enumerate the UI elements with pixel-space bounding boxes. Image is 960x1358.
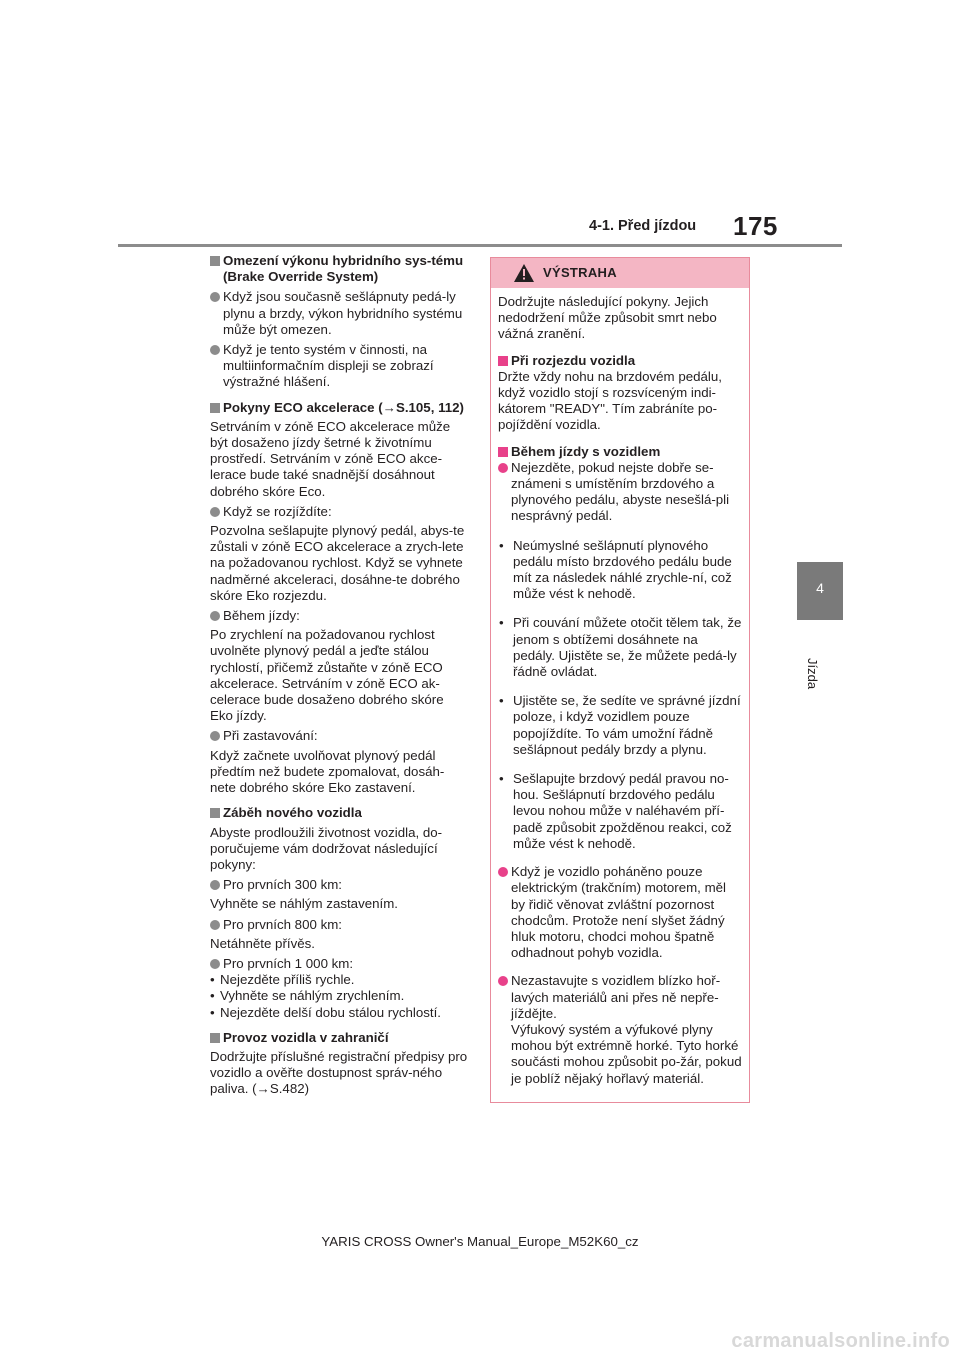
circle-bullet-icon: [210, 345, 220, 355]
sub-item: • Vyhněte se náhlým zrychlením.: [210, 988, 468, 1004]
bullet-item: Pro prvních 1 000 km:: [210, 956, 468, 972]
warning-body: [491, 288, 743, 1087]
square-bullet-icon: [210, 1033, 220, 1043]
chapter-number: 4: [816, 580, 824, 596]
bullet-item: Pro prvních 300 km:: [210, 877, 468, 893]
sub-item: • Ujistěte se, že sedíte ve správné jízdní poloze, i když vozidlem pouze popojíždíte. To vám umožní řádně sešlápnout pedály brzdy a plynu.: [498, 693, 743, 758]
warning-box: [490, 257, 750, 1103]
header-rule: [118, 244, 842, 247]
bullet-item: Když je vozidlo poháněno pouze elektrickým (trakčním) motorem, měl by řidič věnovat zvláštní pozornost chodcům. Protože není slyšet žádný hluk motoru, chodci mohou špatně odhadnout pohyb vozidla.: [498, 864, 743, 961]
circle-bullet-icon: [210, 920, 220, 930]
paragraph: Netáhněte přívěs.: [210, 935, 315, 951]
square-bullet-icon: [498, 356, 508, 366]
square-bullet-icon: [210, 403, 220, 413]
footer-text: YARIS CROSS Owner's Manual_Europe_M52K60_cz: [321, 1234, 639, 1249]
circle-bullet-icon: [210, 959, 220, 969]
warning-intro: Dodržujte následující pokyny. Jejich nedodržení může způsobit smrt nebo vážná zranění.: [498, 294, 717, 342]
square-bullet-icon: [210, 808, 220, 818]
heading-abroad: Provoz vozidla v zahraničí: [210, 1030, 468, 1046]
bullet-item: Během jízdy:: [210, 608, 468, 624]
square-bullet-icon: [498, 447, 508, 457]
sub-item: • Nejezděte delší dobu stálou rychlostí.: [210, 1005, 468, 1021]
heading-eco-acceleration: Pokyny ECO akcelerace (→S.105, 112): [210, 400, 468, 416]
paragraph: Pozvolna sešlapujte plynový pedál, abys-te zůstali v zóně ECO akcelerace a zrych-lete na požadovanou rychlost. Když se vyhnete nadměrné akceleraci, dosáhne-te dobrého skóre Eko rozjezdu.: [210, 523, 465, 603]
circle-bullet-icon: [498, 867, 508, 877]
circle-bullet-icon: [210, 880, 220, 890]
sub-item: • Při couvání můžete otočit tělem tak, že jenom s obtížemi dosáhnete na pedály. Ujistěte se, že můžete pedá-ly řádně ovládat.: [498, 615, 743, 680]
sub-item: • Sešlapujte brzdový pedál pravou no-hou. Sešlápnutí brzdového pedálu levou nohou může v naléhavém pří-padě způsobit zpožděnou reakci, což může vést k nehodě.: [498, 771, 743, 852]
paragraph: Po zrychlení na požadovanou rychlost uvolněte plynový pedál a jeďte stálou rychlostí, přičemž zůstaňte v zóně ECO akcelerace. Setrváním v zóně ECO ak-celerace bude dosaženo dobrého skóre Eko jízdy.: [210, 627, 444, 724]
watermark: carmanualsonline.info: [731, 1330, 950, 1352]
warning-heading-start: Při rozjezdu vozidla: [498, 353, 743, 369]
circle-bullet-icon: [498, 463, 508, 473]
bullet-item: Pro prvních 800 km:: [210, 917, 468, 933]
section-title: 4-1. Před jízdou: [589, 218, 697, 234]
warning-header: [491, 258, 749, 288]
square-bullet-icon: [210, 256, 220, 266]
warning-triangle-icon: [514, 264, 534, 282]
circle-bullet-icon: [498, 976, 508, 986]
bullet-item: Nejezděte, pokud nejste dobře se-známeni s umístěním brzdového a plynového pedálu, abyste nesešlá-pli nesprávný pedál.: [498, 460, 743, 525]
chapter-label: Jízda: [805, 658, 820, 690]
paragraph: Vyhněte se náhlým zastavením.: [210, 896, 398, 912]
page-number: 175: [733, 211, 778, 241]
main-column: [210, 253, 468, 1098]
chapter-tab: [797, 562, 843, 620]
paragraph: Abyste prodloužili životnost vozidla, do-poručujeme vám dodržovat následující pokyny:: [210, 824, 443, 872]
circle-bullet-icon: [210, 611, 220, 621]
paragraph: Když začnete uvolňovat plynový pedál předtím než budete zpomalovat, dosáh-nete dobrého skóre Eko zastavení.: [210, 747, 445, 796]
circle-bullet-icon: [210, 292, 220, 302]
warning-heading-driving: Během jízdy s vozidlem: [498, 444, 743, 460]
paragraph: Držte vždy nohu na brzdovém pedálu, když vozidlo stojí s rozsvíceným indi-kátorem "READY". Tím zabráníte po-pojíždění vozidla.: [498, 368, 722, 433]
bullet-item: Nezastavujte s vozidlem blízko hoř-lavých materiálů ani přes ně nepře-jíždějte. Výfukový systém a výfukové plyny mohou být extrémně horké. Tyto horké součásti mohou způsobit po-žár, pokud je poblíž nějaký hořlavý materiál.: [498, 973, 743, 1086]
bullet-item: Když je tento systém v činnosti, na multiinformačním displeji se zobrazí výstražné hlášení.: [210, 342, 468, 391]
heading-break-in: Záběh nového vozidla: [210, 805, 468, 821]
bullet-item: Když se rozjíždíte:: [210, 504, 468, 520]
heading-brake-override: Omezení výkonu hybridního sys-tému (Brake Override System): [210, 253, 468, 285]
paragraph: Setrváním v zóně ECO akcelerace může být dosaženo jízdy šetrné k životnímu prostředí. Setrváním v zóně ECO akce-lerace bude také snadnější dosáhnout dobrého skóre Eco.: [210, 418, 451, 499]
warning-title: VÝSTRAHA: [543, 265, 617, 280]
bullet-item: Když jsou současně sešlápnuty pedá-ly plynu a brzdy, výkon hybridního systému může být omezen.: [210, 289, 468, 338]
circle-bullet-icon: [210, 731, 220, 741]
sub-item: • Nejezděte příliš rychle.: [210, 972, 468, 988]
bullet-item: Při zastavování:: [210, 728, 468, 744]
sub-item: • Neúmyslné sešlápnutí plynového pedálu místo brzdového pedálu bude mít za následek náhlé zrychle-ní, což může vést k nehodě.: [498, 538, 743, 603]
circle-bullet-icon: [210, 507, 220, 517]
paragraph: Dodržujte příslušné registrační předpisy pro vozidlo a ověřte dostupnost správ-ného paliva. (→S.482): [210, 1048, 468, 1097]
